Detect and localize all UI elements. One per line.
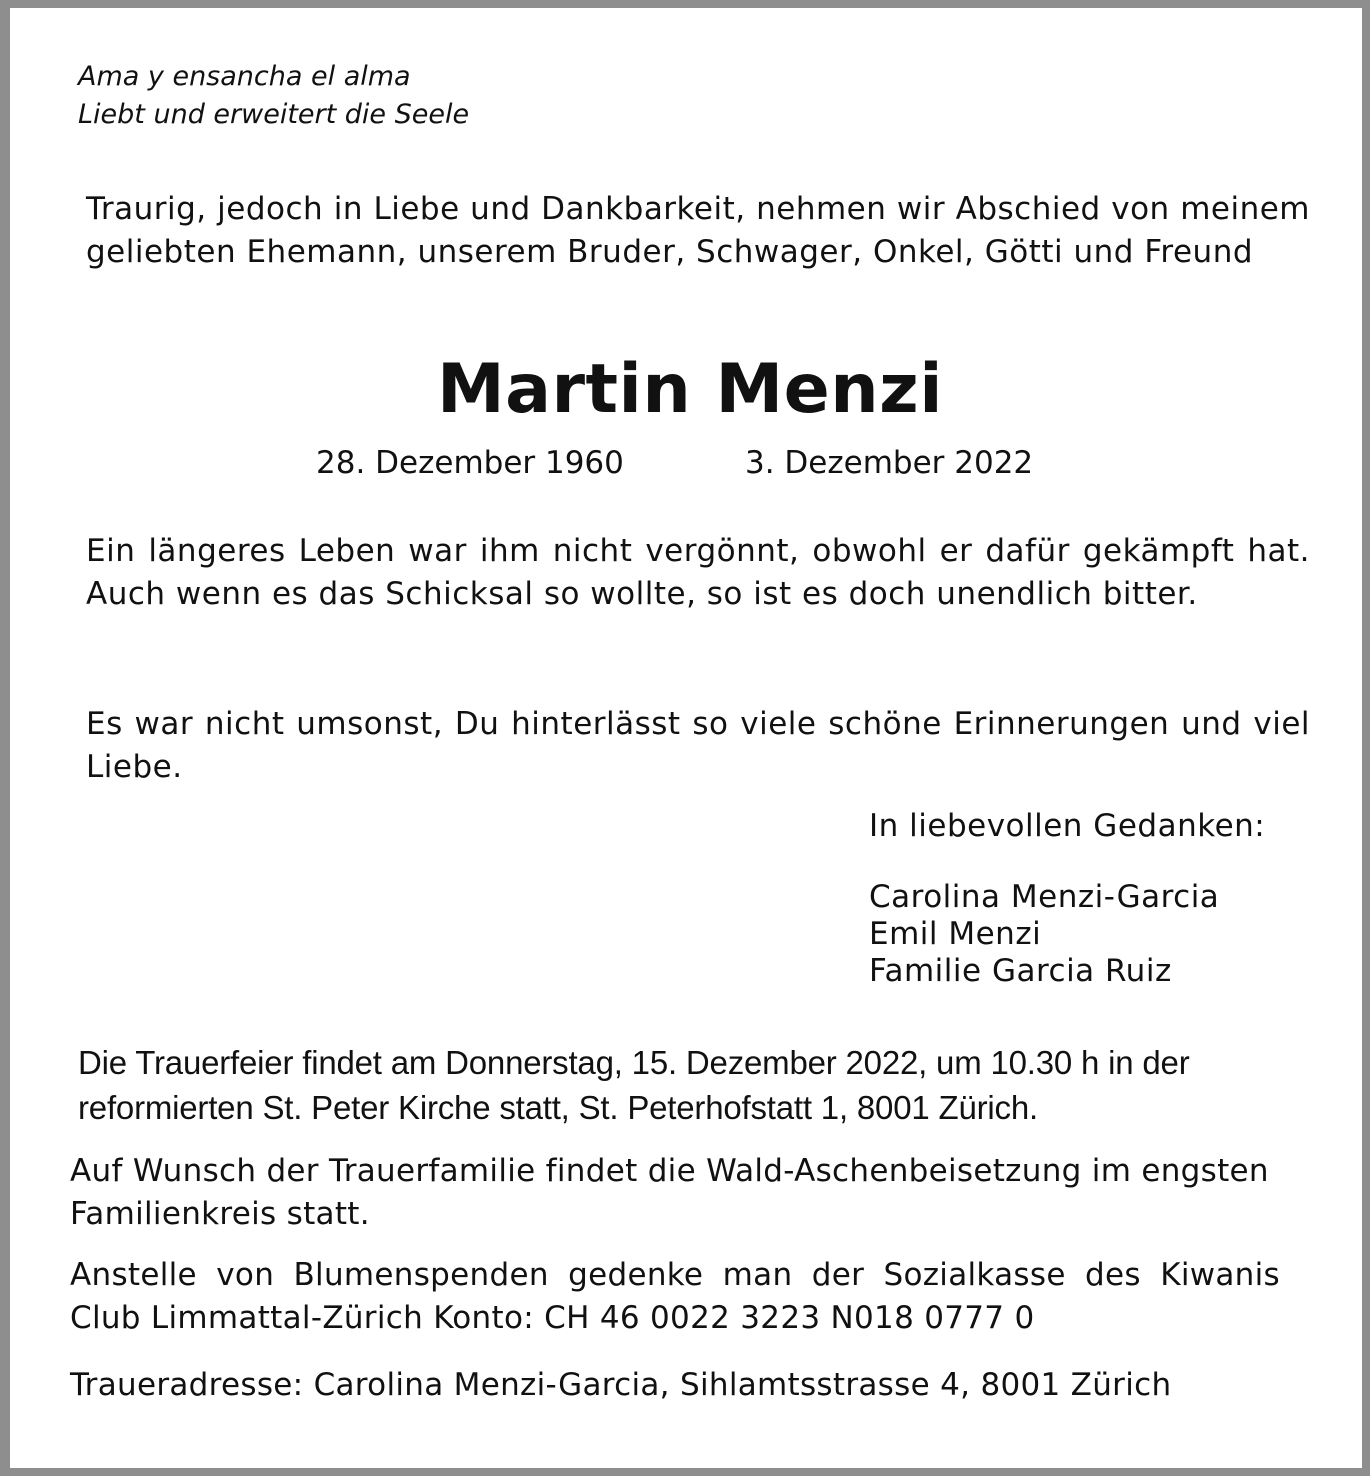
farewell-paragraph: Ein längeres Leben war ihm nicht vergönnt, obwohl er dafür gekämpft hat. Auch wenn es das Schicksal so wollte, so ist es doch unendlich bitter. bbox=[86, 533, 1310, 612]
family-list bbox=[869, 879, 1219, 990]
motto-line-spanish: Ama y ensancha el alma bbox=[78, 61, 411, 92]
family-member: Carolina Menzi-Garcia bbox=[869, 879, 1220, 915]
donation-note: Anstelle von Blumenspenden gedenke man der Sozialkasse des Kiwanis Club Limmattal-Zürich Konto: CH 46 0022 3223 N018 0777 0 bbox=[70, 1257, 1280, 1336]
family-member: Familie Garcia Ruiz bbox=[869, 953, 1172, 989]
death-date: 3. Dezember 2022 bbox=[745, 445, 1034, 481]
memories-paragraph: Es war nicht umsonst, Du hinterlässt so viele schöne Erinnerungen und viel Liebe. bbox=[86, 706, 1310, 785]
funeral-service-info: Die Trauerfeier findet am Donnerstag, 15. Dezember 2022, um 10.30 h in der reformierten St. Peter Kirche statt, St. Peterhofstatt 1, 8001 Zürich. bbox=[78, 1044, 1190, 1126]
intro-text: Traurig, jedoch in Liebe und Dankbarkeit, nehmen wir Abschied von meinem geliebten Ehemann, unserem Bruder, Schwager, Onkel, Götti und Freund bbox=[86, 191, 1310, 270]
mourning-address: Traueradresse: Carolina Menzi-Garcia, Sihlamtsstrasse 4, 8001 Zürich bbox=[70, 1367, 1172, 1403]
family-member: Emil Menzi bbox=[869, 916, 1042, 952]
motto-line-german: Liebt und erweitert die Seele bbox=[78, 99, 470, 130]
burial-note: Auf Wunsch der Trauerfamilie findet die Wald-Aschenbeisetzung im engsten Familienkreis statt. bbox=[70, 1153, 1269, 1232]
deceased-name: Martin Menzi bbox=[436, 350, 944, 429]
birth-date: 28. Dezember 1960 bbox=[316, 445, 624, 481]
signoff: In liebevollen Gedanken: bbox=[869, 808, 1266, 844]
motto bbox=[78, 58, 778, 134]
